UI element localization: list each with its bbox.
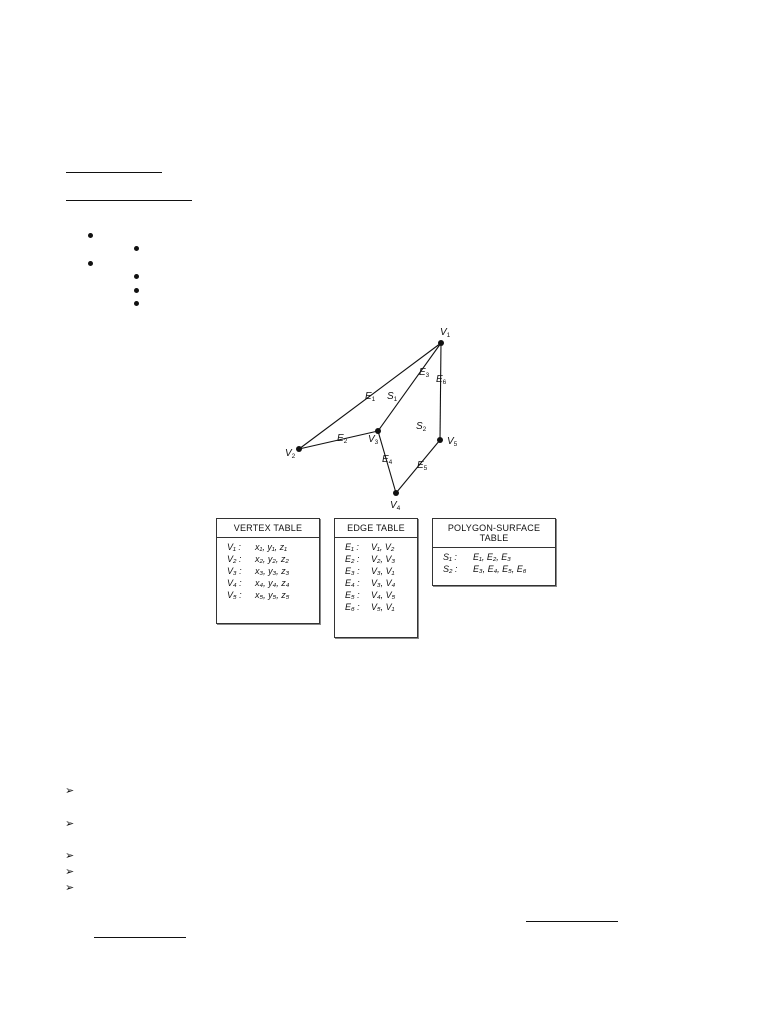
polygon-surface-table [432,518,556,586]
vertex-table-row [217,541,319,553]
edge-row-value: V₂, V₃ [371,554,396,564]
polygon-row-value: E₁, E₂, E₃ [473,552,511,562]
label-s2: $S_2$ [416,421,427,433]
edge-table-row [335,601,417,613]
edge-table-row [335,589,417,601]
vertex-table-row [217,553,319,565]
label-s1: $S_1$ [387,391,398,403]
vertex-row-value: x₂, y₂, z₂ [255,554,289,564]
bullet-icon [88,233,93,238]
vertex-row-key: V₁ : [227,542,241,552]
edge-row-value: V₄, V₅ [371,590,396,600]
bullet-icon [134,301,139,306]
arrow-bullet-icon: ➢ [65,865,75,878]
vertex-row-value: x₃, y₃, z₃ [255,566,290,576]
label-v2: $V_2$ [285,448,296,460]
label-v1: $V_1$ [440,327,451,339]
vertex-v4 [393,490,399,496]
edge-table-row [335,541,417,553]
arrow-bullet-icon: ➢ [65,817,75,830]
label-e2: $E_2$ [337,433,348,445]
edge-row-key: E₁ : [345,542,359,552]
edge-row-value: V₁, V₂ [371,542,395,552]
edge-table [334,518,418,638]
arrow-bullet-icon: ➢ [65,881,75,894]
edge-row-key: E₄ : [345,578,360,588]
label-e3: $E_3$ [419,367,430,379]
vertex-row-key: V₃ : [227,566,242,576]
arrow-bullet-icon: ➢ [65,784,75,797]
vertex-row-value: x₄, y₄, z₄ [255,578,290,588]
heading-underline-1 [66,172,162,173]
edge-row-value: V₅, V₁ [371,602,395,612]
edge-table-row [335,565,417,577]
vertex-row-value: x₅, y₅, z₅ [255,590,290,600]
bullet-icon [134,288,139,293]
bullet-icon [88,261,93,266]
edge-e3 [378,343,441,431]
edge-table-title: EDGE TABLE [335,519,417,538]
edge-row-key: E₃ : [345,566,360,576]
label-e5: $E_5$ [417,460,428,472]
link-underline-2 [94,937,186,938]
vertex-v2 [296,446,302,452]
bullet-icon [134,274,139,279]
edge-table-row [335,553,417,565]
edge-row-key: E₂ : [345,554,360,564]
polygon-row-value: E₃, E₄, E₅, E₆ [473,564,527,574]
label-e4: $E_4$ [382,454,393,466]
edge-e6 [440,343,441,440]
polygon-mesh-figure [270,320,480,520]
vertex-table-row [217,565,319,577]
vertex-row-key: V₄ : [227,578,242,588]
heading-underline-2 [66,200,192,201]
edge-row-value: V₃, V₄ [371,578,396,588]
polygon-surface-table-title: POLYGON-SURFACE TABLE [433,519,555,548]
polygon-table-row [433,551,555,563]
label-e1: $E_1$ [365,391,376,403]
label-v4: $V_4$ [390,500,401,512]
polygon-row-key: S₂ : [443,564,458,574]
arrow-bullet-icon: ➢ [65,849,75,862]
vertex-row-value: x₁, y₁, z₁ [255,542,288,552]
vertex-v5 [437,437,443,443]
vertex-v3 [375,428,381,434]
polygon-table-row [433,563,555,575]
vertex-table [216,518,320,624]
bullet-icon [134,246,139,251]
edge-table-row [335,577,417,589]
edge-row-key: E₅ : [345,590,360,600]
vertex-table-title: VERTEX TABLE [217,519,319,538]
label-e6: $E_6$ [436,374,447,386]
label-v5: $V_5$ [447,436,458,448]
edge-table-rows [335,538,417,615]
vertex-table-row [217,589,319,601]
polygon-row-key: S₁ : [443,552,457,562]
link-underline-1 [526,921,618,922]
vertex-table-row [217,577,319,589]
edge-row-key: E₆ : [345,602,360,612]
vertex-row-key: V₅ : [227,590,242,600]
vertex-row-key: V₂ : [227,554,242,564]
polygon-surface-table-rows [433,548,555,577]
label-v3: $V_3$ [368,434,379,446]
edge-row-value: V₃, V₁ [371,566,395,576]
vertex-v1 [438,340,444,346]
vertex-table-rows [217,538,319,603]
